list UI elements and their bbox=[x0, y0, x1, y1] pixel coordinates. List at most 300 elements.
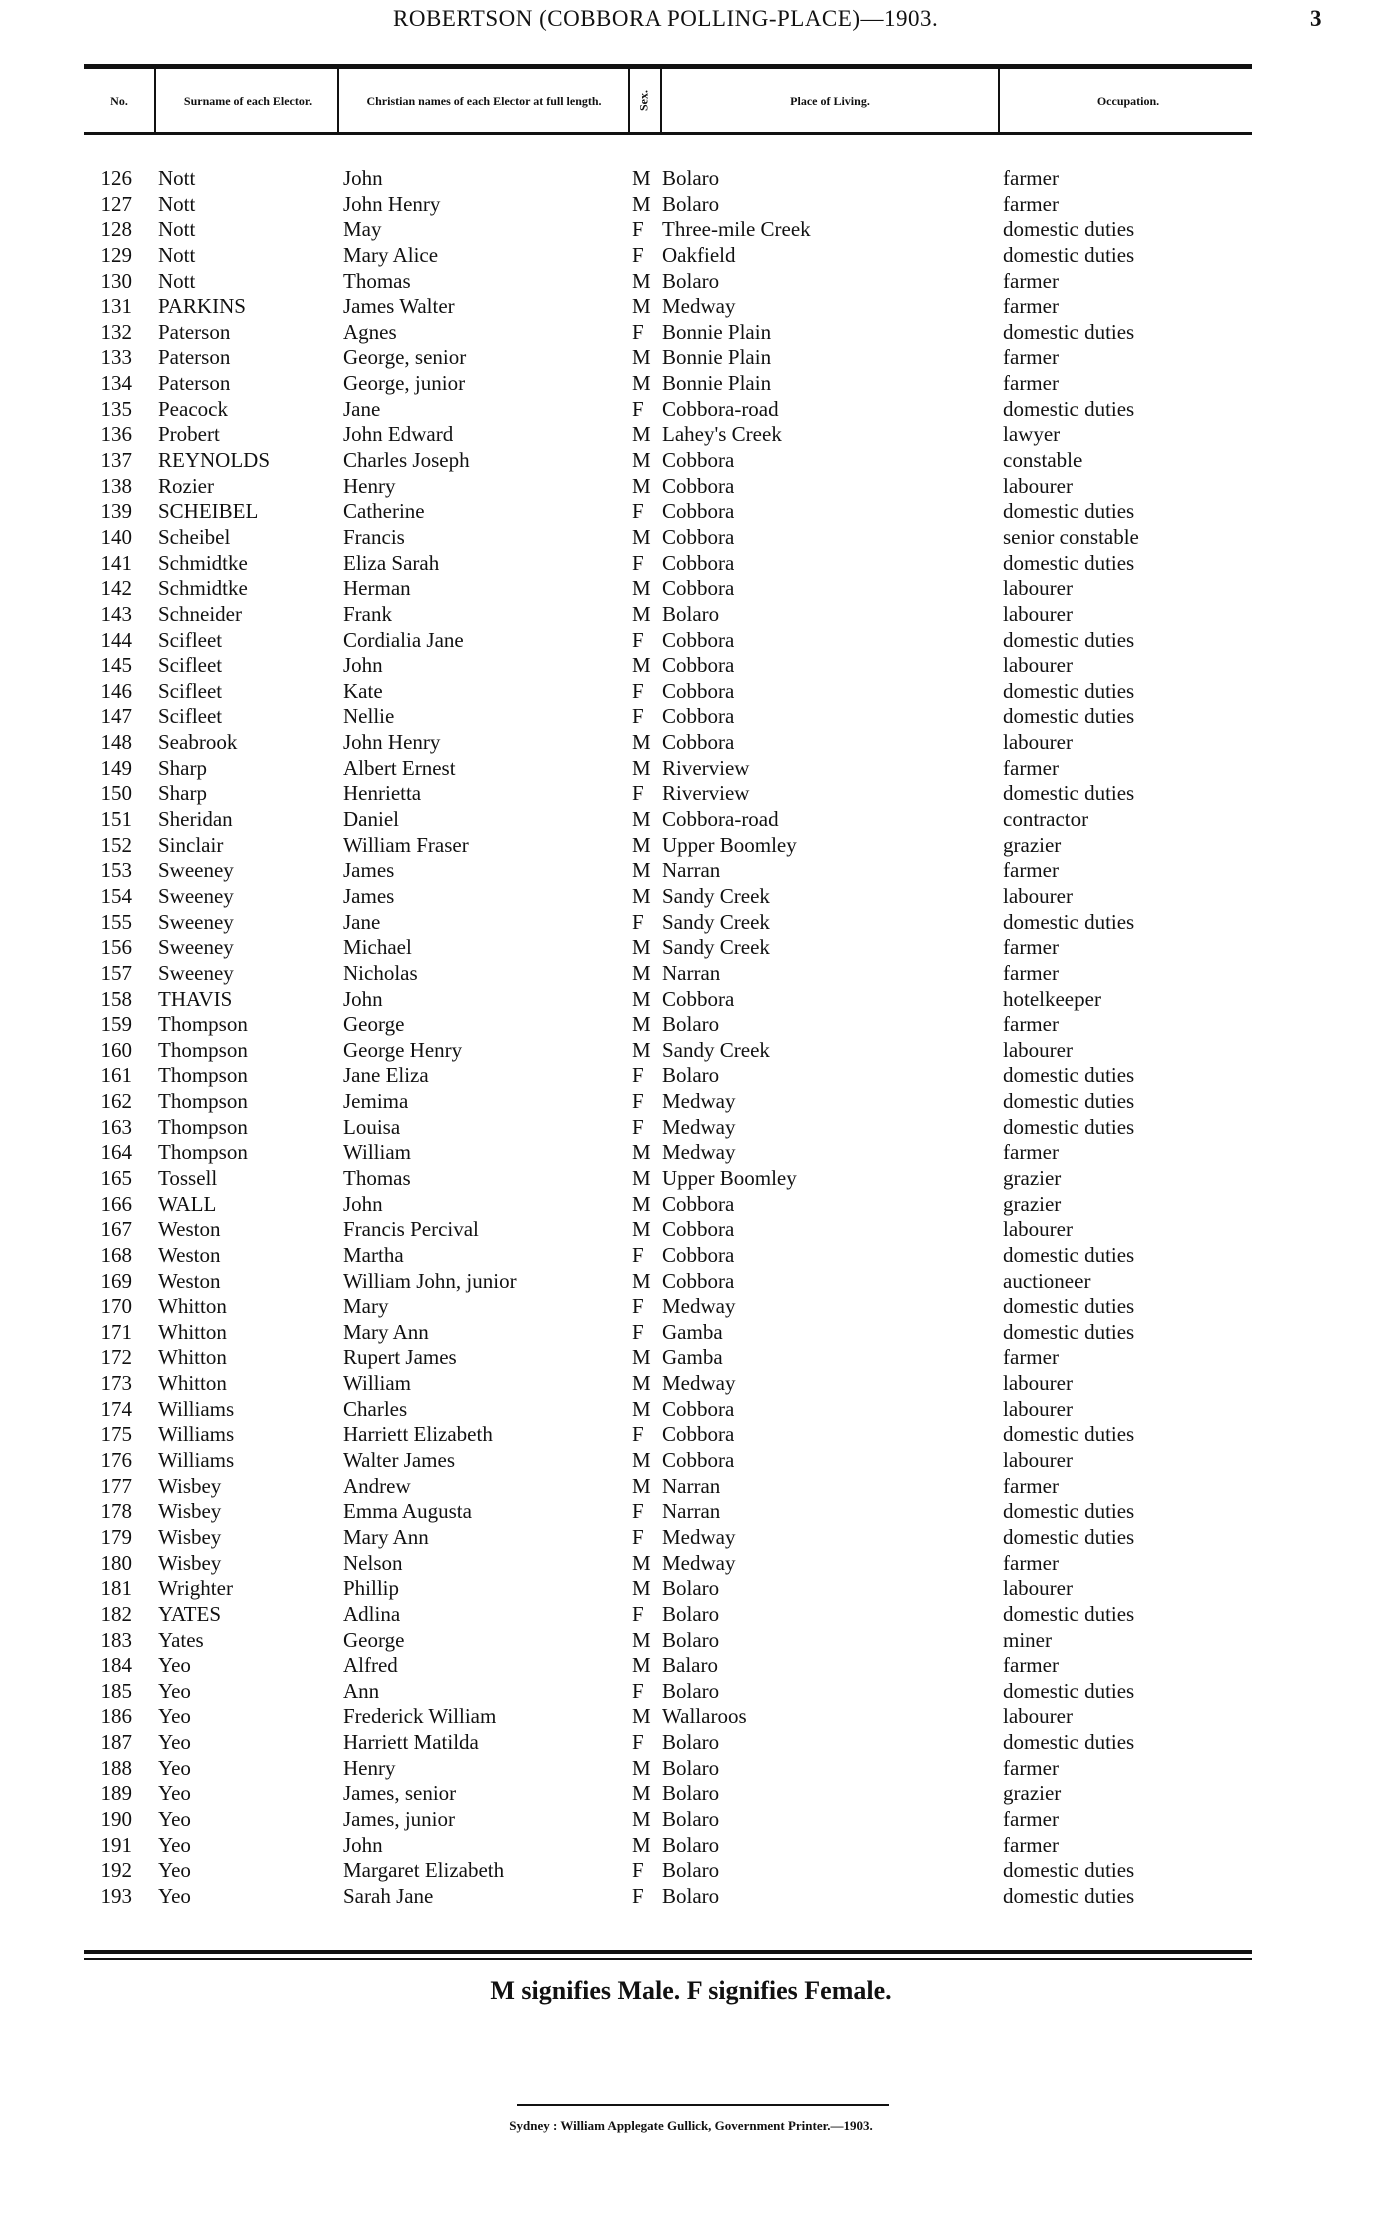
table-row bbox=[0, 217, 1382, 243]
table-row bbox=[0, 653, 1382, 679]
elector-christian-names: Alfred bbox=[343, 1653, 398, 1678]
elector-place-of-living: Cobbora bbox=[662, 627, 735, 652]
elector-surname: Peacock bbox=[158, 396, 228, 421]
elector-christian-names: Catherine bbox=[343, 499, 425, 524]
elector-sex: F bbox=[632, 242, 644, 267]
elector-number: 142 bbox=[100, 576, 132, 601]
table-row bbox=[0, 858, 1382, 884]
table-row bbox=[0, 371, 1382, 397]
elector-occupation: labourer bbox=[1003, 1371, 1073, 1396]
elector-sex: M bbox=[632, 268, 651, 293]
elector-christian-names: John Henry bbox=[343, 191, 441, 216]
elector-place-of-living: Bonnie Plain bbox=[662, 319, 772, 344]
elector-occupation: farmer bbox=[1003, 1345, 1059, 1370]
elector-place-of-living: Cobbora bbox=[662, 1217, 735, 1242]
elector-occupation: domestic duties bbox=[1003, 1883, 1135, 1908]
elector-surname: Whitton bbox=[158, 1345, 227, 1370]
electors-list bbox=[0, 166, 1382, 1910]
elector-place-of-living: Cobbora bbox=[662, 653, 735, 678]
elector-occupation: domestic duties bbox=[1003, 1422, 1135, 1447]
elector-surname: Nott bbox=[158, 268, 196, 293]
elector-surname: Tossell bbox=[158, 1165, 218, 1190]
elector-number: 168 bbox=[100, 1242, 132, 1267]
elector-christian-names: Louisa bbox=[343, 1114, 401, 1139]
elector-christian-names: George Henry bbox=[343, 1037, 463, 1062]
elector-number: 147 bbox=[100, 704, 132, 729]
elector-place-of-living: Upper Boomley bbox=[662, 832, 797, 857]
elector-place-of-living: Cobbora bbox=[662, 986, 735, 1011]
elector-place-of-living: Sandy Creek bbox=[662, 1037, 770, 1062]
elector-number: 164 bbox=[100, 1140, 132, 1165]
table-row bbox=[0, 1628, 1382, 1654]
elector-sex: M bbox=[632, 1473, 651, 1498]
elector-number: 132 bbox=[100, 319, 132, 344]
elector-occupation: farmer bbox=[1003, 268, 1059, 293]
elector-number: 128 bbox=[100, 217, 132, 242]
elector-sex: M bbox=[632, 1371, 651, 1396]
elector-surname: Paterson bbox=[158, 319, 231, 344]
elector-occupation: farmer bbox=[1003, 1832, 1059, 1857]
elector-number: 176 bbox=[100, 1448, 132, 1473]
elector-christian-names: John Henry bbox=[343, 730, 441, 755]
elector-sex: F bbox=[632, 1114, 644, 1139]
elector-place-of-living: Cobbora bbox=[662, 730, 735, 755]
elector-number: 144 bbox=[100, 627, 132, 652]
elector-christian-names: Frederick William bbox=[343, 1704, 497, 1729]
elector-occupation: labourer bbox=[1003, 1037, 1073, 1062]
elector-christian-names: John bbox=[343, 1191, 383, 1216]
elector-sex: F bbox=[632, 781, 644, 806]
elector-number: 129 bbox=[100, 242, 132, 267]
elector-christian-names: Frank bbox=[343, 601, 392, 626]
elector-surname: Sheridan bbox=[158, 807, 233, 832]
elector-occupation: farmer bbox=[1003, 1653, 1059, 1678]
elector-number: 170 bbox=[100, 1294, 132, 1319]
elector-place-of-living: Bolaro bbox=[662, 1883, 720, 1908]
elector-surname: Thompson bbox=[158, 1012, 248, 1037]
elector-place-of-living: Riverview bbox=[662, 755, 750, 780]
elector-number: 141 bbox=[100, 550, 132, 575]
elector-christian-names: George, junior bbox=[343, 371, 466, 396]
page-number: 3 bbox=[1310, 6, 1322, 31]
elector-christian-names: Thomas bbox=[343, 1165, 411, 1190]
elector-occupation: domestic duties bbox=[1003, 1730, 1135, 1755]
elector-number: 190 bbox=[100, 1807, 132, 1831]
table-row bbox=[0, 448, 1382, 474]
elector-sex: M bbox=[632, 730, 651, 755]
elector-sex: M bbox=[632, 1140, 651, 1165]
elector-occupation: domestic duties bbox=[1003, 1089, 1135, 1114]
elector-christian-names: John bbox=[343, 1832, 383, 1857]
elector-sex: M bbox=[632, 1550, 651, 1575]
table-row bbox=[0, 884, 1382, 910]
elector-place-of-living: Medway bbox=[662, 1371, 736, 1396]
elector-sex: F bbox=[632, 1601, 644, 1626]
elector-sex: M bbox=[632, 1396, 651, 1421]
table-row bbox=[0, 551, 1382, 577]
elector-surname: Scheibel bbox=[158, 524, 231, 549]
elector-place-of-living: Lahey's Creek bbox=[662, 422, 782, 447]
table-bottom-rule bbox=[84, 1950, 1252, 1954]
elector-occupation: farmer bbox=[1003, 191, 1059, 216]
elector-sex: M bbox=[632, 807, 651, 832]
elector-number: 145 bbox=[100, 653, 132, 678]
table-row bbox=[0, 1551, 1382, 1577]
elector-number: 193 bbox=[100, 1883, 132, 1908]
elector-surname: Weston bbox=[158, 1242, 221, 1267]
elector-christian-names: John bbox=[343, 653, 383, 678]
table-row bbox=[0, 1474, 1382, 1500]
elector-christian-names: Harriett Elizabeth bbox=[343, 1422, 493, 1447]
elector-place-of-living: Narran bbox=[662, 1473, 721, 1498]
elector-surname: Scifleet bbox=[158, 653, 223, 678]
elector-place-of-living: Bolaro bbox=[662, 268, 720, 293]
table-row bbox=[0, 628, 1382, 654]
elector-occupation: farmer bbox=[1003, 1140, 1059, 1165]
elector-sex: F bbox=[632, 1089, 644, 1114]
elector-christian-names: Walter James bbox=[343, 1448, 456, 1473]
elector-occupation: domestic duties bbox=[1003, 396, 1135, 421]
elector-sex: F bbox=[632, 678, 644, 703]
elector-occupation: domestic duties bbox=[1003, 1114, 1135, 1139]
elector-christian-names: James bbox=[343, 858, 395, 883]
elector-surname: Yeo bbox=[158, 1653, 191, 1678]
elector-christian-names: Michael bbox=[343, 935, 412, 960]
elector-number: 155 bbox=[100, 909, 132, 934]
elector-number: 175 bbox=[100, 1422, 132, 1447]
elector-surname: Yeo bbox=[158, 1858, 191, 1883]
column-divider bbox=[154, 67, 156, 134]
elector-christian-names: Nelson bbox=[343, 1550, 403, 1575]
elector-number: 181 bbox=[100, 1576, 132, 1601]
elector-surname: Whitton bbox=[158, 1319, 227, 1344]
page-title: ROBERTSON (COBBORA POLLING-PLACE)—1903. bbox=[393, 6, 939, 31]
elector-christian-names: Mary Alice bbox=[343, 242, 439, 267]
elector-surname: REYNOLDS bbox=[158, 448, 271, 473]
elector-occupation: labourer bbox=[1003, 1217, 1073, 1242]
elector-occupation: grazier bbox=[1003, 1781, 1062, 1806]
elector-place-of-living: Bolaro bbox=[662, 1832, 720, 1857]
elector-christian-names: Jane bbox=[343, 909, 381, 934]
elector-christian-names: Charles Joseph bbox=[343, 448, 470, 473]
elector-occupation: hotelkeeper bbox=[1003, 986, 1101, 1011]
table-row bbox=[0, 576, 1382, 602]
elector-christian-names: Eliza Sarah bbox=[343, 550, 440, 575]
elector-number: 183 bbox=[100, 1627, 132, 1652]
elector-number: 137 bbox=[100, 448, 132, 473]
elector-number: 171 bbox=[100, 1319, 132, 1344]
table-row bbox=[0, 1525, 1382, 1551]
table-row bbox=[0, 807, 1382, 833]
elector-place-of-living: Bolaro bbox=[662, 601, 720, 626]
elector-occupation: grazier bbox=[1003, 1191, 1062, 1216]
elector-surname: Wrighter bbox=[158, 1576, 233, 1601]
elector-occupation: domestic duties bbox=[1003, 550, 1135, 575]
table-row bbox=[0, 1294, 1382, 1320]
elector-sex: M bbox=[632, 1576, 651, 1601]
elector-occupation: domestic duties bbox=[1003, 1678, 1135, 1703]
table-row bbox=[0, 1166, 1382, 1192]
elector-sex: M bbox=[632, 1191, 651, 1216]
elector-christian-names: William Fraser bbox=[343, 832, 469, 857]
elector-number: 172 bbox=[100, 1345, 132, 1370]
elector-occupation: domestic duties bbox=[1003, 499, 1135, 524]
elector-occupation: farmer bbox=[1003, 294, 1059, 319]
column-divider bbox=[337, 67, 339, 134]
elector-number: 163 bbox=[100, 1114, 132, 1139]
elector-surname: Wisbey bbox=[158, 1473, 222, 1498]
elector-sex: M bbox=[632, 935, 651, 960]
table-row bbox=[0, 910, 1382, 936]
elector-number: 189 bbox=[100, 1781, 132, 1806]
elector-sex: F bbox=[632, 1499, 644, 1524]
elector-sex: M bbox=[632, 755, 651, 780]
elector-place-of-living: Oakfield bbox=[662, 242, 736, 267]
elector-christian-names: Mary Ann bbox=[343, 1319, 429, 1344]
table-row bbox=[0, 192, 1382, 218]
elector-occupation: labourer bbox=[1003, 576, 1073, 601]
elector-number: 166 bbox=[100, 1191, 132, 1216]
elector-place-of-living: Medway bbox=[662, 294, 736, 319]
elector-sex: M bbox=[632, 1781, 651, 1806]
elector-christian-names: Jemima bbox=[343, 1089, 409, 1114]
elector-number: 173 bbox=[100, 1371, 132, 1396]
elector-surname: Paterson bbox=[158, 371, 231, 396]
elector-occupation: domestic duties bbox=[1003, 1499, 1135, 1524]
elector-place-of-living: Sandy Creek bbox=[662, 883, 770, 908]
elector-surname: Whitton bbox=[158, 1371, 227, 1396]
elector-number: 135 bbox=[100, 396, 132, 421]
elector-occupation: farmer bbox=[1003, 345, 1059, 370]
elector-sex: M bbox=[632, 883, 651, 908]
elector-occupation: domestic duties bbox=[1003, 217, 1135, 242]
elector-sex: M bbox=[632, 1448, 651, 1473]
elector-sex: F bbox=[632, 1063, 644, 1088]
elector-surname: Scifleet bbox=[158, 678, 223, 703]
elector-place-of-living: Cobbora bbox=[662, 1242, 735, 1267]
elector-christian-names: Nellie bbox=[343, 704, 395, 729]
elector-surname: Yeo bbox=[158, 1730, 191, 1755]
table-row bbox=[0, 1269, 1382, 1295]
imprint-rule bbox=[517, 2104, 889, 2106]
elector-christian-names: Francis Percival bbox=[343, 1217, 479, 1242]
column-header-occupation: Occupation. bbox=[1096, 93, 1160, 108]
elector-occupation: labourer bbox=[1003, 1576, 1073, 1601]
elector-sex: M bbox=[632, 473, 651, 498]
table-row bbox=[0, 269, 1382, 295]
elector-christian-names: Ann bbox=[343, 1678, 380, 1703]
elector-place-of-living: Balaro bbox=[662, 1653, 718, 1678]
elector-sex: F bbox=[632, 396, 644, 421]
elector-sex: M bbox=[632, 166, 651, 190]
elector-surname: WALL bbox=[158, 1191, 217, 1216]
elector-place-of-living: Bolaro bbox=[662, 1576, 720, 1601]
elector-christian-names: Margaret Elizabeth bbox=[343, 1858, 505, 1883]
elector-christian-names: Henrietta bbox=[343, 781, 422, 806]
elector-number: 151 bbox=[100, 807, 132, 832]
elector-sex: M bbox=[632, 576, 651, 601]
elector-number: 187 bbox=[100, 1730, 132, 1755]
elector-sex: M bbox=[632, 1704, 651, 1729]
elector-sex: F bbox=[632, 217, 644, 242]
elector-sex: F bbox=[632, 1422, 644, 1447]
elector-place-of-living: Cobbora bbox=[662, 1422, 735, 1447]
table-row bbox=[0, 1371, 1382, 1397]
elector-occupation: domestic duties bbox=[1003, 1319, 1135, 1344]
elector-christian-names: Henry bbox=[343, 473, 396, 498]
elector-christian-names: Jane Eliza bbox=[343, 1063, 429, 1088]
elector-surname: Sweeney bbox=[158, 909, 234, 934]
elector-christian-names: James, junior bbox=[343, 1807, 455, 1831]
elector-occupation: domestic duties bbox=[1003, 627, 1135, 652]
table-row bbox=[0, 1038, 1382, 1064]
elector-number: 174 bbox=[100, 1396, 132, 1421]
elector-place-of-living: Narran bbox=[662, 858, 721, 883]
elector-sex: F bbox=[632, 1858, 644, 1883]
elector-number: 156 bbox=[100, 935, 132, 960]
elector-place-of-living: Three-mile Creek bbox=[662, 217, 811, 242]
table-row bbox=[0, 474, 1382, 500]
elector-surname: YATES bbox=[158, 1601, 222, 1626]
elector-christian-names: Adlina bbox=[343, 1601, 401, 1626]
elector-sex: M bbox=[632, 1807, 651, 1831]
elector-place-of-living: Medway bbox=[662, 1089, 736, 1114]
elector-place-of-living: Medway bbox=[662, 1294, 736, 1319]
elector-surname: Yeo bbox=[158, 1807, 191, 1831]
elector-number: 143 bbox=[100, 601, 132, 626]
elector-number: 153 bbox=[100, 858, 132, 883]
table-row bbox=[0, 935, 1382, 961]
elector-surname: THAVIS bbox=[158, 986, 233, 1011]
elector-surname: Yeo bbox=[158, 1781, 191, 1806]
elector-surname: Schmidtke bbox=[158, 550, 248, 575]
elector-occupation: farmer bbox=[1003, 1012, 1059, 1037]
elector-occupation: auctioneer bbox=[1003, 1268, 1091, 1293]
elector-number: 158 bbox=[100, 986, 132, 1011]
table-row bbox=[0, 166, 1382, 192]
elector-number: 133 bbox=[100, 345, 132, 370]
printer-imprint: Sydney : William Applegate Gullick, Government Printer.—1903. bbox=[509, 2118, 873, 2133]
elector-number: 150 bbox=[100, 781, 132, 806]
elector-surname: Sweeney bbox=[158, 858, 234, 883]
table-row bbox=[0, 679, 1382, 705]
elector-number: 184 bbox=[100, 1653, 132, 1678]
elector-number: 157 bbox=[100, 960, 132, 985]
elector-christian-names: Rupert James bbox=[343, 1345, 457, 1370]
elector-christian-names: Kate bbox=[343, 678, 383, 703]
table-row bbox=[0, 1704, 1382, 1730]
elector-surname: Seabrook bbox=[158, 730, 238, 755]
elector-number: 152 bbox=[100, 832, 132, 857]
elector-occupation: farmer bbox=[1003, 1755, 1059, 1780]
elector-place-of-living: Bolaro bbox=[662, 1627, 720, 1652]
elector-surname: Sweeney bbox=[158, 883, 234, 908]
elector-christian-names: Andrew bbox=[343, 1473, 411, 1498]
elector-surname: Williams bbox=[158, 1396, 235, 1421]
column-header-sex: Sex. bbox=[636, 90, 651, 112]
elector-number: 148 bbox=[100, 730, 132, 755]
table-row bbox=[0, 1781, 1382, 1807]
table-row bbox=[0, 1884, 1382, 1910]
elector-number: 192 bbox=[100, 1858, 132, 1883]
elector-christian-names: Mary Ann bbox=[343, 1524, 429, 1549]
elector-place-of-living: Bolaro bbox=[662, 1678, 720, 1703]
table-row bbox=[0, 781, 1382, 807]
elector-christian-names: John Edward bbox=[343, 422, 454, 447]
elector-place-of-living: Narran bbox=[662, 1499, 721, 1524]
elector-occupation: domestic duties bbox=[1003, 781, 1135, 806]
elector-number: 179 bbox=[100, 1524, 132, 1549]
elector-number: 131 bbox=[100, 294, 132, 319]
elector-sex: M bbox=[632, 986, 651, 1011]
table-row bbox=[0, 243, 1382, 269]
table-row bbox=[0, 1602, 1382, 1628]
elector-christian-names: Thomas bbox=[343, 268, 411, 293]
table-row bbox=[0, 1833, 1382, 1859]
elector-number: 140 bbox=[100, 524, 132, 549]
table-row bbox=[0, 422, 1382, 448]
elector-surname: Williams bbox=[158, 1448, 235, 1473]
table-row bbox=[0, 1576, 1382, 1602]
elector-surname: Williams bbox=[158, 1422, 235, 1447]
elector-occupation: farmer bbox=[1003, 755, 1059, 780]
elector-surname: Nott bbox=[158, 242, 196, 267]
elector-surname: Yates bbox=[158, 1627, 204, 1652]
elector-surname: Weston bbox=[158, 1217, 221, 1242]
elector-sex: M bbox=[632, 1832, 651, 1857]
elector-number: 139 bbox=[100, 499, 132, 524]
elector-surname: Sweeney bbox=[158, 960, 234, 985]
elector-christian-names: Agnes bbox=[343, 319, 397, 344]
elector-place-of-living: Bonnie Plain bbox=[662, 345, 772, 370]
elector-place-of-living: Cobbora bbox=[662, 524, 735, 549]
elector-christian-names: John bbox=[343, 986, 383, 1011]
elector-sex: M bbox=[632, 1217, 651, 1242]
elector-place-of-living: Medway bbox=[662, 1114, 736, 1139]
table-row bbox=[0, 1756, 1382, 1782]
elector-christian-names: May bbox=[343, 217, 382, 242]
table-row bbox=[0, 1422, 1382, 1448]
table-row bbox=[0, 499, 1382, 525]
elector-place-of-living: Narran bbox=[662, 960, 721, 985]
column-header-christian-names: Christian names of each Elector at full length. bbox=[366, 93, 602, 108]
elector-surname: Schneider bbox=[158, 601, 242, 626]
elector-sex: M bbox=[632, 858, 651, 883]
elector-christian-names: Martha bbox=[343, 1242, 404, 1267]
elector-number: 126 bbox=[100, 166, 132, 190]
table-row bbox=[0, 320, 1382, 346]
elector-occupation: domestic duties bbox=[1003, 319, 1135, 344]
elector-number: 127 bbox=[100, 191, 132, 216]
elector-sex: F bbox=[632, 1242, 644, 1267]
elector-number: 165 bbox=[100, 1165, 132, 1190]
elector-place-of-living: Bolaro bbox=[662, 1601, 720, 1626]
table-row bbox=[0, 704, 1382, 730]
table-row bbox=[0, 1217, 1382, 1243]
column-header-no: No. bbox=[110, 93, 128, 108]
elector-sex: M bbox=[632, 371, 651, 396]
elector-place-of-living: Sandy Creek bbox=[662, 935, 770, 960]
elector-number: 180 bbox=[100, 1550, 132, 1575]
elector-place-of-living: Bolaro bbox=[662, 1755, 720, 1780]
elector-christian-names: Francis bbox=[343, 524, 405, 549]
elector-occupation: labourer bbox=[1003, 1448, 1073, 1473]
elector-place-of-living: Wallaroos bbox=[662, 1704, 747, 1729]
elector-sex: F bbox=[632, 319, 644, 344]
elector-sex: M bbox=[632, 422, 651, 447]
elector-occupation: domestic duties bbox=[1003, 1858, 1135, 1883]
elector-christian-names: Henry bbox=[343, 1755, 396, 1780]
